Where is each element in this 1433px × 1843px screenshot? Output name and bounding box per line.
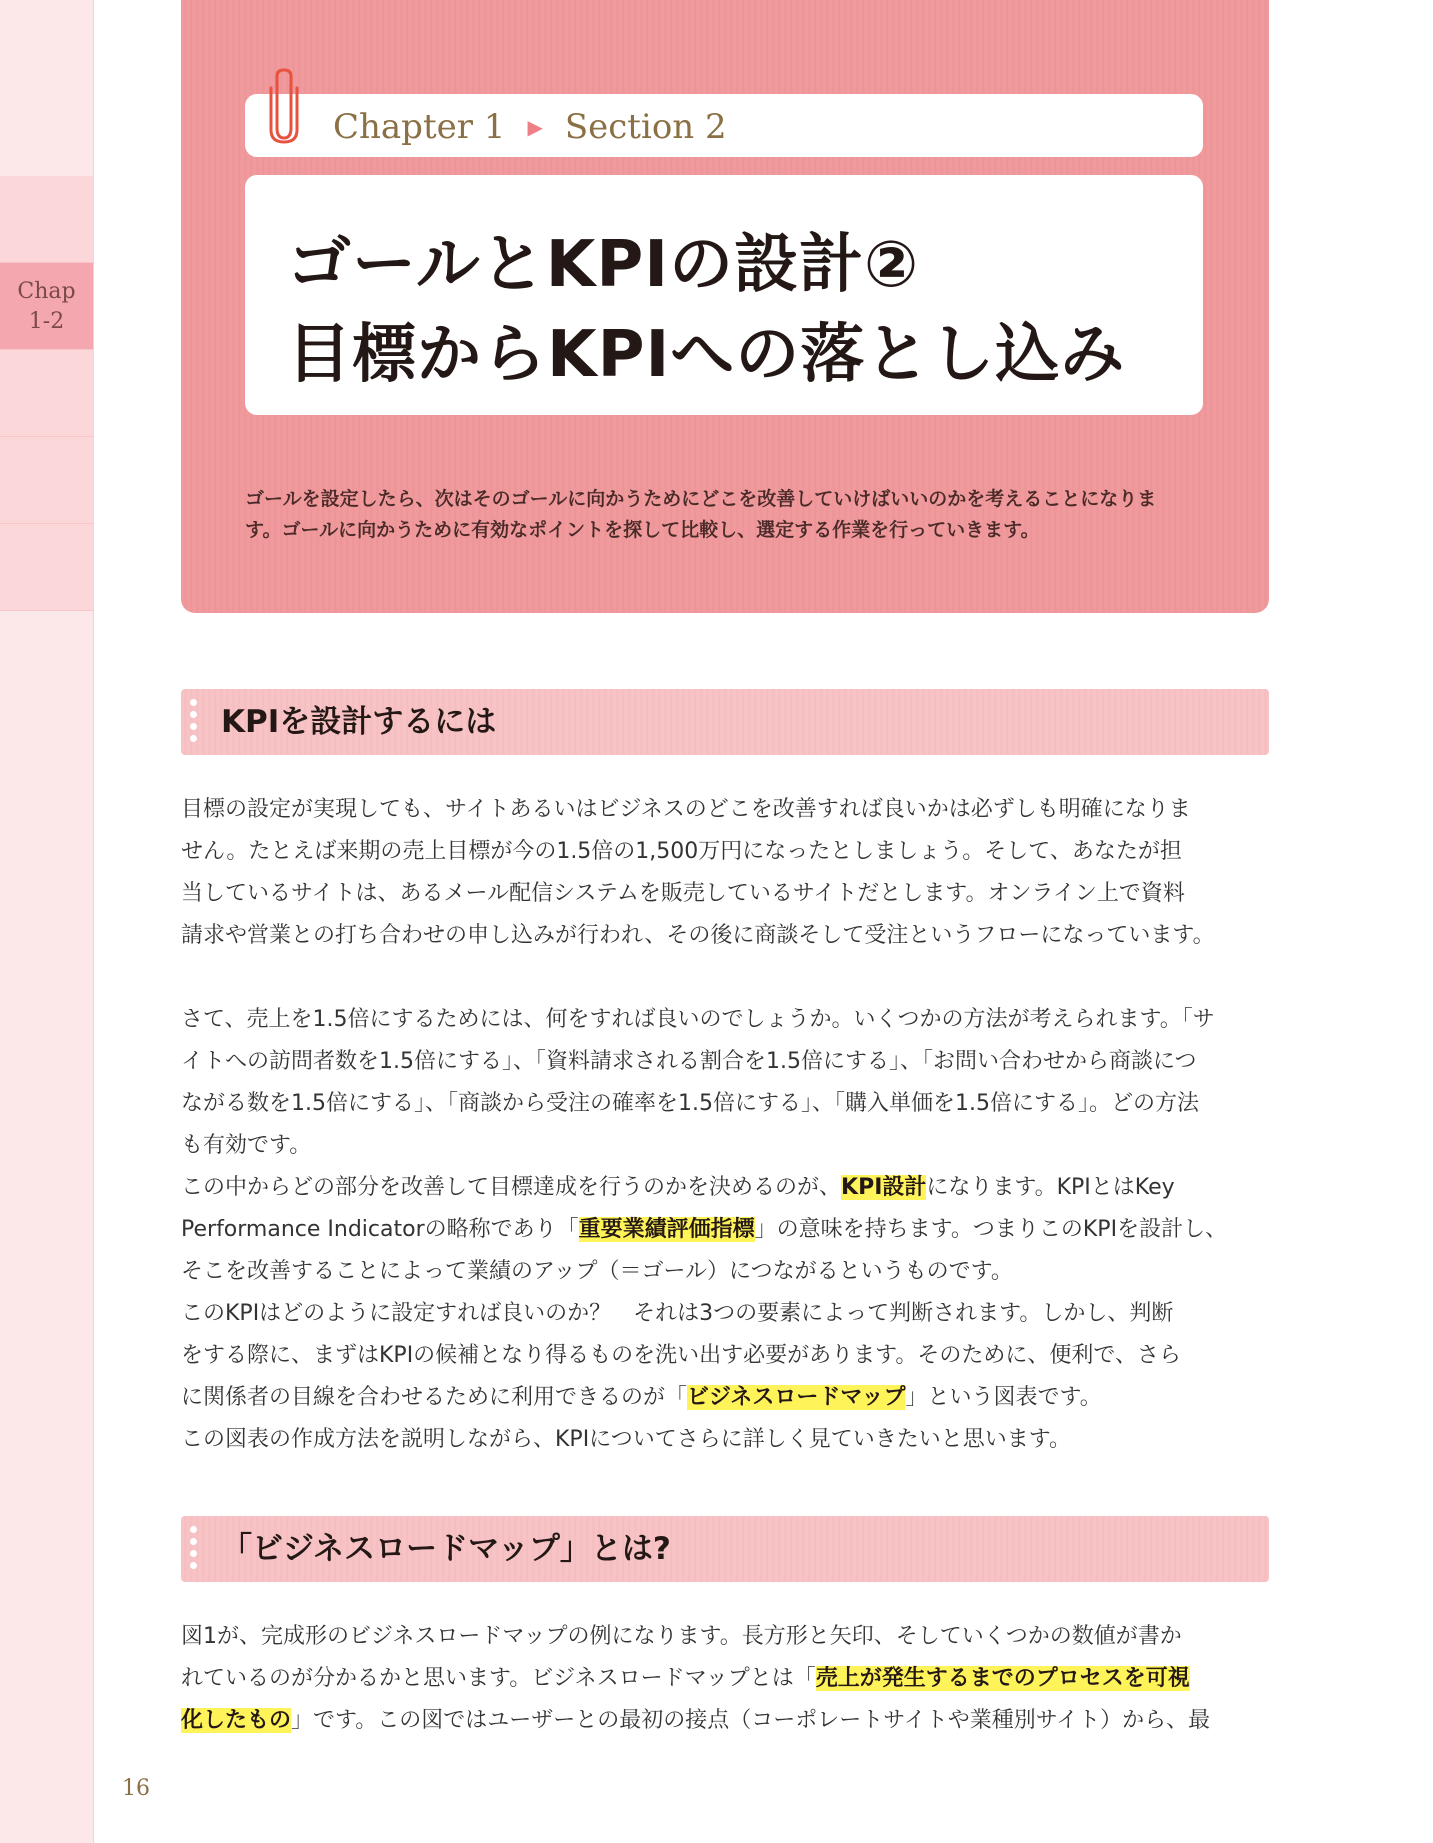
body-line: このKPIはどのように設定すれば良いのか？ それは3つの要素によって判断されます。しかし、判断: [181, 1301, 1174, 1326]
body-line: 請求や営業との打ち合わせの申し込みが行われ、その後に商談そして受注というフローになっています。: [181, 923, 1215, 948]
left-margin-strip: [0, 0, 94, 1843]
breadcrumb-section: Section 2: [564, 106, 727, 147]
chapter-tab-label-1: Chap: [17, 279, 76, 304]
body-line: ながる数を1.5倍にする」、「商談から受注の確率を1.5倍にする」、「購入単価を1.5倍にする」。どの方法: [181, 1091, 1199, 1116]
dot-decoration: [190, 699, 198, 747]
body-line: この中からどの部分を改善して目標達成を行うのかを決めるのが、KPI設計になります。KPIとはKey: [181, 1175, 1175, 1200]
highlight-term: KPI設計: [841, 1175, 927, 1200]
chapter-tab[interactable]: [0, 437, 93, 524]
section-heading: 「ビジネスロードマップ」とは?: [221, 1531, 671, 1567]
body-line: せん。たとえば来期の売上目標が今の1.5倍の1,500万円になったとしましょう。そして、あなたが担: [181, 839, 1182, 864]
chapter-tab-active[interactable]: [0, 263, 93, 350]
body-line: 化したもの」です。この図ではユーザーとの最初の接点（コーポレートサイトや業種別サイト）から、最: [181, 1708, 1211, 1733]
title-box: [245, 175, 1203, 415]
lead-text: [245, 484, 1203, 546]
triangle-right-icon: ▶: [527, 114, 543, 139]
body-line: そこを改善することによって業績のアップ（＝ゴール）につながるというものです。: [181, 1259, 1013, 1284]
breadcrumb-chapter: Chapter 1: [333, 106, 506, 147]
body-line: さて、売上を1.5倍にするためには、何をすれば良いのでしょうか。いくつかの方法が考えられます。「サ: [181, 1007, 1215, 1032]
body-line: イトへの訪問者数を1.5倍にする」、「資料請求される割合を1.5倍にする」、「お問い合わせから商談につ: [181, 1049, 1197, 1074]
section-heading: KPIを設計するには: [221, 704, 497, 740]
lead-line: す。ゴールに向かうために有効なポイントを探して比較し、選定する作業を行っていきます。: [245, 519, 1040, 541]
dot-decoration: [190, 1526, 198, 1574]
page-title-line-1: ゴールとKPIの設計②: [287, 228, 920, 302]
section-heading-bar: [181, 689, 1269, 755]
section-heading-bar: [181, 1516, 1269, 1582]
body-line: 図1が、完成形のビジネスロードマップの例になります。長方形と矢印、そしていくつかの数値が書か: [181, 1624, 1182, 1649]
chapter-tab[interactable]: [0, 524, 93, 611]
body-line: も有効です。: [181, 1133, 312, 1158]
breadcrumb: [333, 104, 727, 149]
chapter-tabs: [0, 176, 93, 611]
page-number: 16: [122, 1776, 150, 1801]
highlight-term: 化したもの: [181, 1708, 292, 1733]
lead-line: ゴールを設定したら、次はそのゴールに向かうためにどこを改善していけばいいのかを考えることになりま: [245, 488, 1157, 510]
body-line: れているのが分かるかと思います。ビジネスロードマップとは「売上が発生するまでのプロセスを可視: [181, 1666, 1190, 1691]
body-line: 当しているサイトは、あるメール配信システムを販売しているサイトだとします。オンライン上で資料: [181, 881, 1185, 906]
section-header-box: [181, 0, 1269, 613]
paperclip-icon: [267, 66, 301, 144]
body-line: に関係者の目線を合わせるために利用できるのが「ビジネスロードマップ」という図表です。: [181, 1385, 1102, 1410]
highlight-term: 売上が発生するまでのプロセスを可視: [815, 1666, 1190, 1691]
body-line: Performance Indicatorの略称であり「重要業績評価指標」の意味を持ちます。つまりこのKPIを設計し、: [181, 1217, 1228, 1242]
page-title-line-2: 目標からKPIへの落とし込み: [287, 318, 1126, 392]
chapter-tab-label-2: 1-2: [28, 309, 65, 334]
body-line: この図表の作成方法を説明しながら、KPIについてさらに詳しく見ていきたいと思います。: [181, 1427, 1071, 1452]
section-body: [181, 1616, 1269, 1742]
highlight-term: ビジネスロードマップ: [687, 1385, 906, 1410]
highlight-term: 重要業績評価指標: [578, 1217, 755, 1242]
chapter-tab[interactable]: [0, 176, 93, 263]
section-body: [181, 789, 1269, 1461]
body-line: 目標の設定が実現しても、サイトあるいはビジネスのどこを改善すれば良いかは必ずしも明確になりま: [181, 797, 1191, 822]
body-line: をする際に、まずはKPIの候補となり得るものを洗い出す必要があります。そのために、便利で、さら: [181, 1343, 1181, 1368]
chapter-tab[interactable]: [0, 350, 93, 437]
